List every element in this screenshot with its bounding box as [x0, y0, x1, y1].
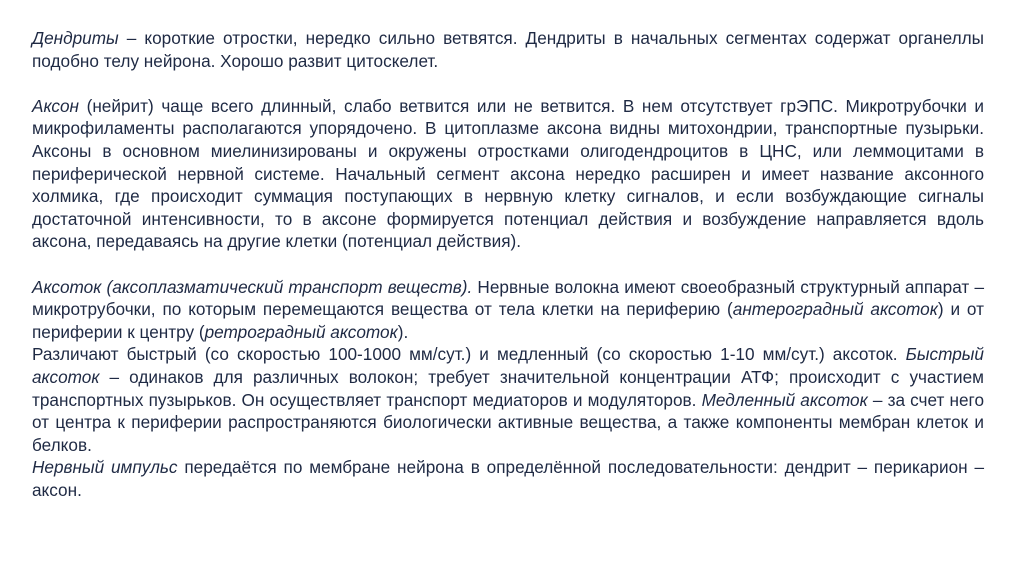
- term-slow-axotok: Медленный аксоток: [701, 389, 868, 410]
- term-fast-axotok: Быстрый аксоток: [32, 344, 984, 387]
- paragraph-impulse: [32, 456, 984, 501]
- text-run: – за счет него от центра к периферии распространяются биологически активные вещества, а также компоненты мембран клеток и белков.: [32, 389, 985, 455]
- term-axon: Аксон: [32, 95, 79, 116]
- text-run: (нейрит) чаще всего длинный, слабо ветвится или не ветвится. В нем отсутствует грЭПС. Микротрубочки и микрофиламенты располагаются упорядочено. В цитоплазме аксона видны митохондрии, транспортные пузырьки. Аксоны в основном миелинизированы и окружены отростками олигодендроцитов в ЦНС, или леммоцитами в периферической нервной системе. Начальный сегмент аксона нередко расширен и имеет название аксонного холмика, где происходит суммация поступающих в нервную клетку сигналов, и если возбуждающие сигналы достаточной интенсивности, то в аксоне формируется потенциал действия и возбуждение направляется вдоль аксона, передаваясь на другие клетки (потенциал действия).: [32, 95, 984, 252]
- text-run: передаётся по мембране нейрона в определённой последовательности: дендрит – перикарион – аксон.: [32, 457, 984, 500]
- text-run: – одинаков для различных волокон; требует значительной концентрации АТФ; происходит с участием транспортных пузырьков. Он осуществляет транспорт медиаторов и модуляторов.: [32, 366, 984, 410]
- paragraph-dendrites: [32, 27, 984, 72]
- paragraph-gap: [32, 72, 984, 95]
- paragraph-axotok: [32, 276, 984, 344]
- paragraph-gap: [32, 253, 984, 276]
- term-retrograde: ретроградный аксоток: [204, 321, 398, 342]
- text-run: ).: [397, 321, 409, 342]
- paragraph-speeds: [32, 343, 984, 456]
- text-body: [32, 27, 984, 501]
- text-run: ) и от периферии к центру (: [32, 299, 984, 342]
- paragraph-axon: [32, 95, 984, 253]
- text-run: – короткие отростки, нередко сильно ветвятся. Дендриты в начальных сегментах содержат органеллы подобно телу нейрона. Хорошо развит цитоскелет.: [32, 28, 984, 71]
- text-run: Нервные волокна имеют своеобразный структурный аппарат – микротрубочки, по которым перемещаются вещества от тела клетки на периферию (: [32, 276, 984, 320]
- term-nerve-impulse: Нервный импульс: [32, 457, 178, 478]
- text-run: Различают быстрый (со скоростью 100-1000 мм/сут.) и медленный (со скоростью 1-10 мм/сут.) аксоток.: [32, 344, 906, 365]
- term-anterograde: антероградный аксоток: [732, 299, 938, 320]
- term-dendrites: Дендриты: [32, 28, 119, 48]
- term-axotok: Аксоток (аксоплазматический транспорт веществ).: [32, 276, 473, 297]
